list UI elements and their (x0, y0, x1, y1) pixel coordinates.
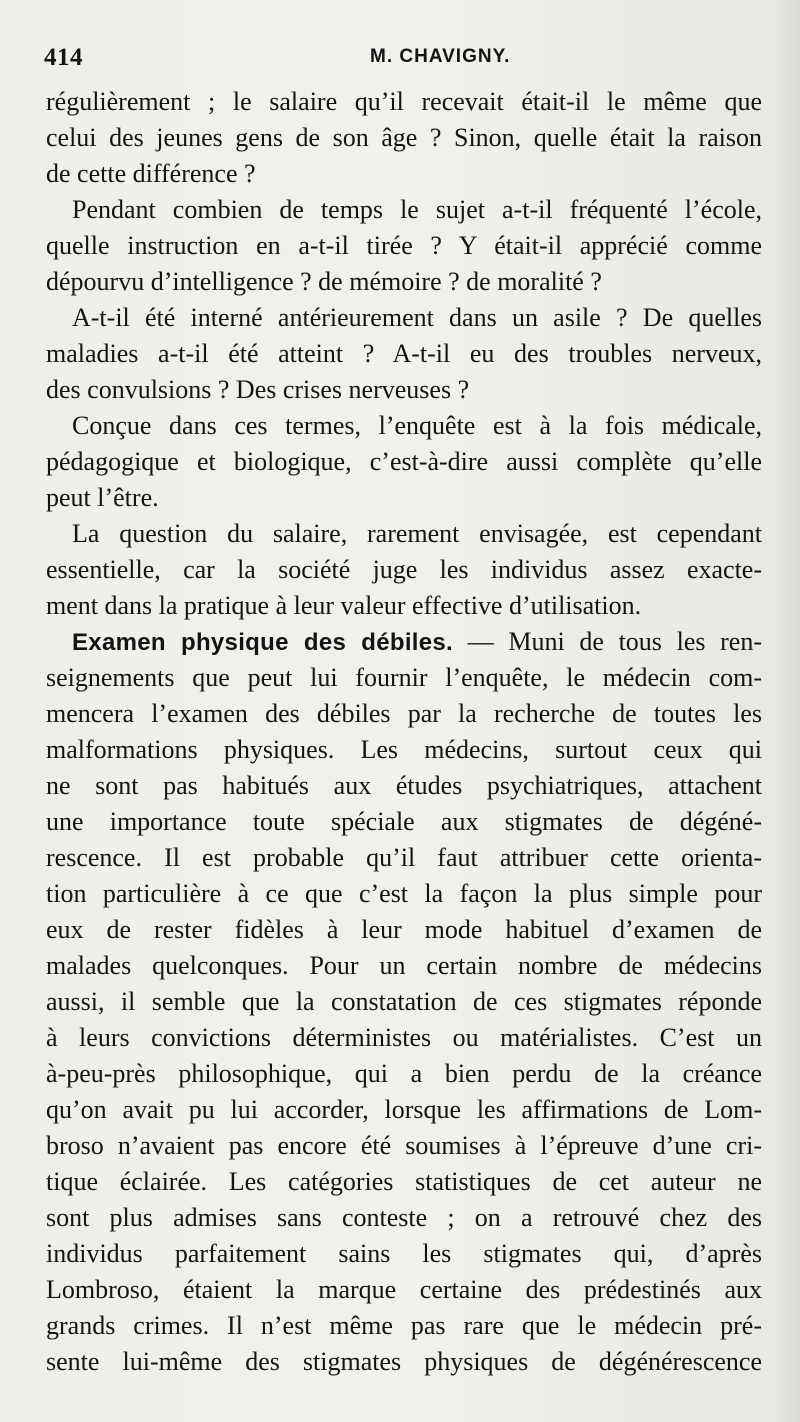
text-line: des convulsions ? Des crises nerveuses ? (46, 375, 470, 404)
text-line: pédagogique et biologique, c’est-à-dire aussi complète qu’elle (46, 447, 762, 476)
text-line: régulièrement ; le salaire qu’il recevait était-il le même que (46, 87, 762, 116)
section-heading: Examen physique des débiles. (72, 629, 454, 656)
text-line: de cette différence ? (46, 159, 256, 188)
running-head: M. CHAVIGNY. (370, 46, 511, 67)
text-line: à-peu-près philosophique, qui a bien perdu de la créance (46, 1059, 762, 1088)
text-line: sont plus admises sans conteste ; on a retrouvé chez des (46, 1203, 762, 1232)
text-line: qu’on avait pu lui accorder, lorsque les affirmations de Lom- (46, 1095, 762, 1124)
text-line: seignements que peut lui fournir l’enquête, le médecin com- (46, 663, 762, 692)
text-line: rescence. Il est probable qu’il faut attribuer cette orienta- (46, 843, 762, 872)
text-line: A-t-il été interné antérieurement dans un asile ? De quelles (72, 303, 762, 332)
text-line: mencera l’examen des débiles par la recherche de toutes les (46, 699, 762, 728)
text-line: tique éclairée. Les catégories statistiques de cet auteur ne (46, 1167, 762, 1196)
text-line: dépourvu d’intelligence ? de mémoire ? de moralité ? (46, 267, 602, 296)
text-line: Conçue dans ces termes, l’enquête est à la fois médicale, (72, 411, 762, 440)
text-line: sente lui-même des stigmates physiques de dégénérescence (46, 1347, 762, 1376)
text-line: à leurs convictions déterministes ou matérialistes. C’est un (46, 1023, 762, 1052)
page-header (44, 44, 760, 76)
text-line: ment dans la pratique à leur valeur effective d’utilisation. (46, 591, 642, 620)
text-line: celui des jeunes gens de son âge ? Sinon, quelle était la raison (46, 123, 762, 152)
text-fragment: — Muni de tous les ren- (467, 627, 762, 656)
text-line: maladies a-t-il été atteint ? A-t-il eu des troubles nerveux, (46, 339, 762, 368)
heading-line (46, 624, 762, 660)
text-line: essentielle, car la société juge les individus assez exacte- (46, 555, 762, 584)
text-line: eux de rester fidèles à leur mode habituel d’examen de (46, 915, 762, 944)
text-line: peut l’être. (46, 483, 159, 512)
page-number: 414 (44, 44, 83, 71)
text-line: La question du salaire, rarement envisagée, est cependant (72, 519, 762, 548)
text-line: broso n’avaient pas encore été soumises à l’épreuve d’une cri- (46, 1131, 762, 1160)
text-line: individus parfaitement sains les stigmates qui, d’après (46, 1239, 762, 1268)
text-line: aussi, il semble que la constatation de ces stigmates réponde (46, 987, 762, 1016)
page-edge-shadow (772, 0, 800, 1422)
text-line: une importance toute spéciale aux stigmates de dégéné- (46, 807, 762, 836)
text-line: grands crimes. Il n’est même pas rare que le médecin pré- (46, 1311, 762, 1340)
text-line: malades quelconques. Pour un certain nombre de médecins (46, 951, 762, 980)
text-line: tion particulière à ce que c’est la façon la plus simple pour (46, 879, 762, 908)
text-line: Lombroso, étaient la marque certaine des prédestinés aux (46, 1275, 762, 1304)
text-line: Pendant combien de temps le sujet a-t-il fréquenté l’école, (72, 195, 762, 224)
body-text (46, 84, 762, 1380)
text-line: quelle instruction en a-t-il tirée ? Y était-il apprécié comme (46, 231, 762, 260)
text-line: malformations physiques. Les médecins, surtout ceux qui (46, 735, 762, 764)
text-line: ne sont pas habitués aux études psychiatriques, attachent (46, 771, 762, 800)
